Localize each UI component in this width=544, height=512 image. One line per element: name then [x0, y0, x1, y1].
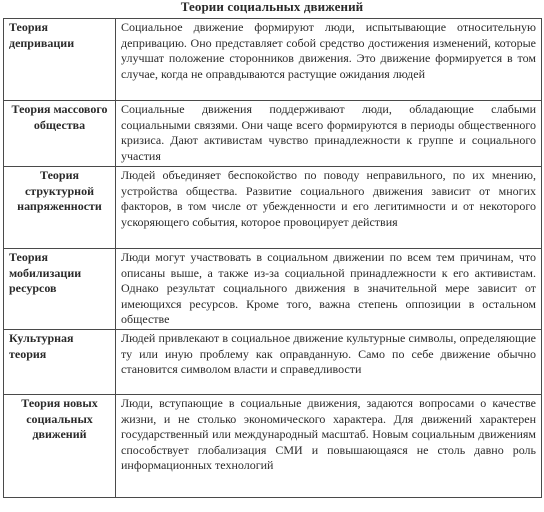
- table-row: [4, 330, 542, 395]
- table-row: [4, 249, 542, 330]
- theory-name: Теория новых социальных движений: [4, 395, 116, 498]
- table-row: [4, 167, 542, 249]
- theory-name: Теория массового общества: [4, 101, 116, 167]
- table-row: [4, 101, 542, 167]
- theories-table: [3, 18, 542, 498]
- theory-description: Социальное движение формируют люди, испытывающие относительную депривацию. Оно представляет собой средство достижения изменений, которые улучшат положение сторонников движения. Это движение формируется в том случае, когда не оправдываются растущие ожидания людей: [116, 19, 542, 101]
- theory-description: Люди могут участвовать в социальном движении по всем тем причинам, что описаны выше, а также из-за социальной принадлежности к его активистам. Однако результат социального движения в значительной мере зависит от имеющихся ресурсов. Кроме того, важна степень оппозиции в остальном обществе: [116, 249, 542, 330]
- theory-name: Культурная теория: [4, 330, 116, 395]
- theory-name: Теория депривации: [4, 19, 116, 101]
- theory-description: Социальные движения поддерживают люди, обладающие слабыми социальными связями. Они чаще всего формируются в периоды общественного кризиса. Дают активистам чувство принадлежности к группе и социального участия: [116, 101, 542, 167]
- theory-name: Теория мобилизации ресурсов: [4, 249, 116, 330]
- theory-description: Людей привлекают в социальное движение культурные символы, определяющие ту или иную проблему как оправданную. Само по себе движение обычно становится символом власти и справедливости: [116, 330, 542, 395]
- table-row: [4, 395, 542, 498]
- theory-description: Люди, вступающие в социальные движения, задаются вопросами о качестве жизни, и не столько экономического характера. Для движений характерен государственный или международный масштаб. Новым социальным движениям способствует глобализация СМИ и повышающаяся не столь давно роль информационных технологий: [116, 395, 542, 498]
- theory-description: Людей объединяет беспокойство по поводу неправильного, по их мнению, устройства общества. Развитие социального движения зависит от многих факторов, в том числе от убежденности и его легитимности и от некоторого ускоряющего события, которое провоцирует действия: [116, 167, 542, 249]
- theory-name: Теория структурной напряженности: [4, 167, 116, 249]
- table-row: [4, 19, 542, 101]
- document-title: Теории социальных движений: [180, 0, 364, 14]
